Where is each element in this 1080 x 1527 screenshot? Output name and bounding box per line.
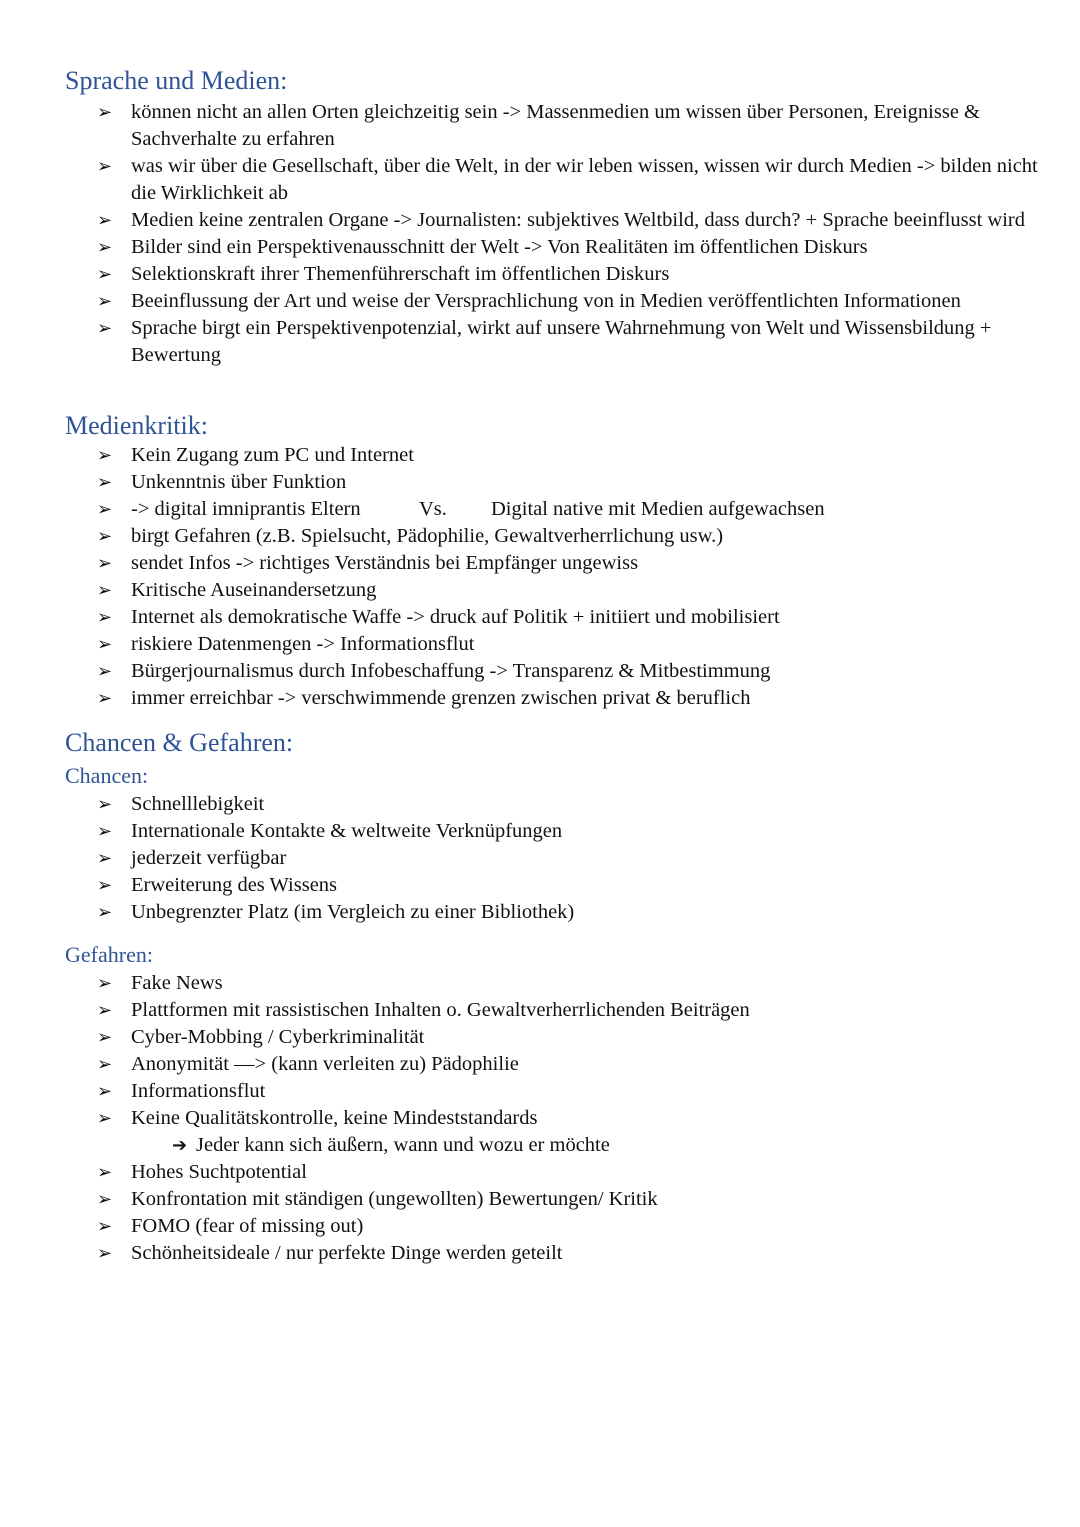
arrow-bullet-icon: ➢ [97,902,113,923]
arrow-bullet-icon: ➢ [97,445,113,466]
arrow-bullet-icon: ➢ [97,661,113,682]
list-chancen [0,791,1080,926]
subsection-title-gefahren: Gefahren: [65,942,153,967]
list-item: ➢ Erweiterung des Wissens [0,872,1080,899]
arrow-bullet-icon: ➢ [97,291,113,312]
section-title-chancen-gefahren: Chancen & Gefahren: [65,728,294,757]
list-item: ➢ Bürgerjournalismus durch Infobeschaffung -> Transparenz & Mitbestimmung [0,658,1080,685]
list-item: ➢ Sprache birgt ein Perspektivenpotenzial, wirkt auf unsere Wahrnehmung von Welt und Wissensbildung + Bewertung [97,317,992,366]
list-item: ➢ Bilder sind ein Perspektivenausschnitt der Welt -> Von Realitäten im öffentlichen Diskurs [0,234,1080,261]
list-item: ➢ birgt Gefahren (z.B. Spielsucht, Pädophilie, Gewaltverherrlichung usw.) [0,523,1080,550]
arrow-bullet-icon: ➢ [97,472,113,493]
section-title-sprache-und-medien: Sprache und Medien: [65,66,288,95]
list-item: ➢ Kein Zugang zum PC und Internet [0,442,1080,469]
arrow-bullet-icon: ➢ [97,1081,113,1102]
arrow-bullet-icon: ➢ [97,973,113,994]
list-item: ➢ Plattformen mit rassistischen Inhalten o. Gewaltverherrlichenden Beiträgen [0,997,1080,1024]
list-item: ➢ Unkenntnis über Funktion [0,469,1080,496]
list-item: ➢ Fake News [0,970,1080,997]
arrow-bullet-icon: ➢ [97,318,113,339]
list-item: ➢ Hohes Suchtpotential [0,1159,1080,1186]
arrow-bullet-icon: ➢ [97,1216,113,1237]
list-item: ➢ Anonymität —> (kann verleiten zu) Pädophilie [0,1051,1080,1078]
list-subitem: ➔ Jeder kann sich äußern, wann und wozu er möchte [0,1132,1080,1159]
list-item: ➢ Cyber-Mobbing / Cyberkriminalität [0,1024,1080,1051]
arrow-bullet-icon: ➢ [97,264,113,285]
list-gefahren [0,970,1080,1267]
arrow-bullet-icon: ➢ [97,848,113,869]
arrow-bullet-icon: ➢ [97,688,113,709]
arrow-bullet-icon: ➢ [97,580,113,601]
arrow-bullet-icon: ➢ [97,499,113,520]
list-item: ➢ was wir über die Gesellschaft, über die Welt, in der wir leben wissen, wissen wir durch Medien -> bilden nicht die Wirklichkeit ab [97,155,1038,204]
subsection-title-chancen: Chancen: [65,763,149,788]
arrow-bullet-icon: ➢ [97,821,113,842]
list-item: ➢ immer erreichbar -> verschwimmende grenzen zwischen privat & beruflich [0,685,1080,712]
arrow-bullet-icon: ➢ [97,1027,113,1048]
list-item: ➢ Beeinflussung der Art und weise der Versprachlichung von in Medien veröffentlichten Informationen [0,288,1080,315]
list-item: ➢ Selektionskraft ihrer Themenführerschaft im öffentlichen Diskurs [0,261,1080,288]
list-item-versus: ➢ -> digital imniprantis Eltern Vs. Digital native mit Medien aufgewachsen [0,496,1080,523]
arrow-bullet-icon: ➢ [97,1162,113,1183]
list-item: ➢ FOMO (fear of missing out) [0,1213,1080,1240]
arrow-bullet-icon: ➢ [97,102,113,123]
arrow-bullet-icon: ➢ [97,237,113,258]
list-item: ➢ jederzeit verfügbar [0,845,1080,872]
arrow-bullet-icon: ➢ [97,1189,113,1210]
list-medienkritik [0,442,1080,712]
arrow-bullet-icon: ➢ [97,1243,113,1264]
arrow-bullet-icon: ➢ [97,634,113,655]
arrow-bullet-icon: ➢ [97,553,113,574]
arrow-bullet-icon: ➢ [97,156,113,177]
list-item: ➢ Konfrontation mit ständigen (ungewollten) Bewertungen/ Kritik [0,1186,1080,1213]
list-item: ➢ Unbegrenzter Platz (im Vergleich zu einer Bibliothek) [0,899,1080,926]
list-item: ➢ sendet Infos -> richtiges Verständnis bei Empfänger ungewiss [0,550,1080,577]
section-title-medienkritik: Medienkritik: [65,411,208,440]
list-item: ➢ Internationale Kontakte & weltweite Verknüpfungen [0,818,1080,845]
arrow-bullet-icon: ➢ [97,526,113,547]
list-item: ➢ Kritische Auseinandersetzung [0,577,1080,604]
arrow-bullet-icon: ➢ [97,875,113,896]
list-item: ➢ Medien keine zentralen Organe -> Journalisten: subjektives Weltbild, dass durch? + Sprache beeinflusst wird [0,207,1080,234]
arrow-bullet-icon: ➢ [97,607,113,628]
list-sprache-und-medien [0,99,1080,369]
list-item: ➢ Informationsflut [0,1078,1080,1105]
arrow-bullet-icon: ➢ [97,794,113,815]
arrow-bullet-icon: ➢ [97,1054,113,1075]
list-item: ➢ Keine Qualitätskontrolle, keine Mindeststandards [0,1105,1080,1132]
list-item: ➢ riskiere Datenmengen -> Informationsflut [0,631,1080,658]
arrow-bullet-icon: ➢ [97,210,113,231]
list-item: ➢ Schnelllebigkeit [0,791,1080,818]
arrow-bullet-icon: ➢ [97,1108,113,1129]
list-item: ➢ können nicht an allen Orten gleichzeitig sein -> Massenmedien um wissen über Personen, Ereignisse & Sachverhalte zu erfahren [97,101,980,150]
right-arrow-icon: ➔ [172,1135,188,1156]
list-item: ➢ Internet als demokratische Waffe -> druck auf Politik + initiiert und mobilisiert [0,604,1080,631]
list-item: ➢ Schönheitsideale / nur perfekte Dinge werden geteilt [0,1240,1080,1267]
arrow-bullet-icon: ➢ [97,1000,113,1021]
